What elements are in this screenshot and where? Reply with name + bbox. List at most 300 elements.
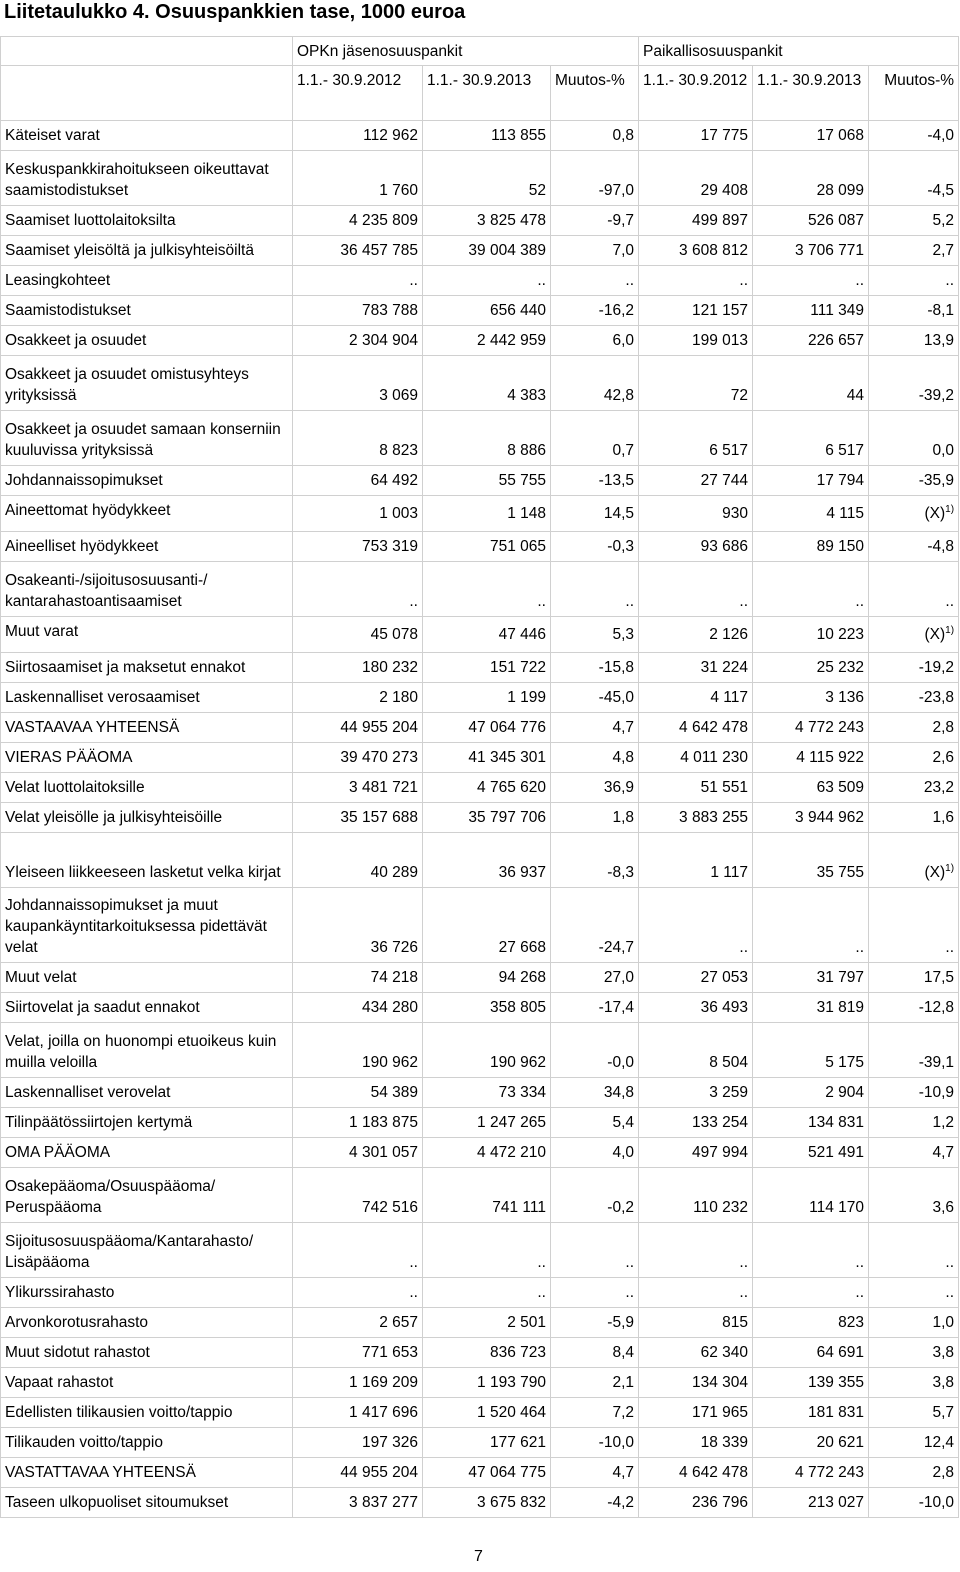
table-cell (293, 803, 423, 833)
table-row (1, 1428, 959, 1458)
cell-value: 74 218 (370, 969, 418, 986)
cell-value: 1 148 (507, 505, 546, 522)
table-cell (551, 963, 639, 993)
table-cell (869, 1108, 959, 1138)
cell-value: 2,1 (612, 1374, 635, 1391)
table-cell (551, 993, 639, 1023)
table-cell (869, 1458, 959, 1488)
table-cell (423, 803, 551, 833)
table-cell (293, 466, 423, 496)
table-cell (423, 1023, 551, 1078)
cell-value: 40 289 (370, 864, 418, 881)
row-label: Saamiset luottolaitoksilta (1, 206, 293, 236)
row-label: Saamiset yleisöltä ja julkisyhteisöiltä (1, 236, 293, 266)
cell-value: 3 883 255 (679, 809, 749, 826)
cell-value: 1,6 (932, 809, 955, 826)
table-cell (753, 1078, 869, 1108)
table-cell (423, 963, 551, 993)
cell-value: 31 819 (816, 999, 865, 1016)
row-label: Osakeanti-/sijoitusosuusanti-/ kantarahastoantisaamiset (1, 562, 293, 617)
cell-value: -10,0 (918, 1494, 955, 1511)
table-cell (551, 496, 639, 532)
table-cell (869, 833, 959, 888)
footnote-marker: 1) (945, 862, 955, 874)
cell-value: 3,8 (932, 1344, 955, 1361)
cell-value: -24,7 (598, 939, 635, 956)
table-cell (551, 617, 639, 653)
table-cell (869, 1428, 959, 1458)
cell-value: 1 193 790 (477, 1374, 546, 1391)
cell-value: .. (625, 1254, 635, 1271)
cell-value: 1,2 (932, 1114, 955, 1131)
table-cell (423, 1398, 551, 1428)
table-cell (869, 562, 959, 617)
table-row (1, 773, 959, 803)
table-cell (639, 411, 753, 466)
cell-value: 34,8 (603, 1084, 635, 1101)
table-row (1, 1398, 959, 1428)
cell-value: -17,4 (598, 999, 635, 1016)
table-cell (869, 617, 959, 653)
row-label: Ylikurssirahasto (1, 1278, 293, 1308)
cell-value: -4,8 (927, 538, 955, 555)
table-cell (423, 617, 551, 653)
table-cell (293, 1168, 423, 1223)
table-cell (423, 743, 551, 773)
cell-value: 112 962 (363, 127, 418, 144)
table-cell (753, 1368, 869, 1398)
table-cell (551, 1398, 639, 1428)
table-cell (639, 743, 753, 773)
cell-value: 2 904 (825, 1084, 865, 1101)
row-label: Osakkeet ja osuudet samaan konserniin kuuluvissa yrityksissä (1, 411, 293, 466)
cell-value: 35 157 688 (340, 809, 418, 826)
row-label: Tilinpäätössiirtojen kertymä (1, 1108, 293, 1138)
cell-value: -9,7 (607, 212, 635, 229)
cell-value: 4,7 (612, 719, 635, 736)
cell-value: 31 797 (816, 969, 865, 986)
table-cell (753, 1278, 869, 1308)
table-cell (753, 833, 869, 888)
table-cell (551, 326, 639, 356)
cell-value: 2,7 (932, 242, 955, 259)
row-label: Aineettomat hyödykkeet (1, 496, 293, 532)
row-label: VIERAS PÄÄOMA (1, 743, 293, 773)
cell-value: 39 470 273 (340, 749, 418, 766)
cell-value: .. (537, 272, 546, 289)
cell-value: (X) (924, 626, 946, 643)
table-cell (753, 356, 869, 411)
cell-value: 17 068 (816, 127, 865, 144)
table-row (1, 683, 959, 713)
table-cell (551, 121, 639, 151)
table-cell (753, 532, 869, 562)
cell-value: -4,5 (927, 182, 955, 199)
cell-value: .. (855, 1284, 865, 1301)
table-cell (869, 1368, 959, 1398)
cell-value: .. (945, 272, 955, 289)
cell-value: 2 126 (709, 626, 749, 643)
cell-value: .. (739, 939, 749, 956)
table-cell (423, 1108, 551, 1138)
row-label: Leasingkohteet (1, 266, 293, 296)
table-cell (423, 151, 551, 206)
table-cell (423, 1428, 551, 1458)
table-cell (551, 1458, 639, 1488)
cell-value: 3 706 771 (795, 242, 865, 259)
table-cell (639, 683, 753, 713)
table-cell (639, 1108, 753, 1138)
page-title: Liitetaulukko 4. Osuuspankkien tase, 1000 euroa (4, 1, 466, 23)
table-cell (423, 888, 551, 963)
cell-value: 8 504 (709, 1054, 749, 1071)
table-cell (639, 963, 753, 993)
row-label: Aineelliset hyödykkeet (1, 532, 293, 562)
table-cell (639, 151, 753, 206)
cell-value: 134 304 (691, 1374, 749, 1391)
table-cell (293, 236, 423, 266)
row-label: Siirtosaamiset ja maksetut ennakot (1, 653, 293, 683)
cell-value: -15,8 (598, 659, 635, 676)
cell-value: .. (945, 939, 955, 956)
cell-value: 8 823 (379, 442, 418, 459)
cell-value: 5,2 (932, 212, 955, 229)
cell-value: 44 955 204 (340, 719, 418, 736)
cell-value: 114 170 (809, 1199, 865, 1216)
table-cell (551, 1138, 639, 1168)
cell-value: 741 111 (492, 1199, 546, 1216)
table-cell (639, 833, 753, 888)
table-cell (423, 466, 551, 496)
cell-value: 521 491 (807, 1144, 865, 1161)
cell-value: 25 232 (816, 659, 865, 676)
table-cell (753, 466, 869, 496)
cell-value: 93 686 (700, 538, 749, 555)
table-cell (293, 206, 423, 236)
cell-value: 52 (528, 182, 546, 199)
table-cell (869, 121, 959, 151)
cell-value: 181 831 (807, 1404, 865, 1421)
cell-value: 180 232 (361, 659, 418, 676)
table-cell (423, 121, 551, 151)
cell-value: 823 (838, 1314, 865, 1331)
cell-value: 3,6 (932, 1199, 955, 1216)
table-cell (869, 1023, 959, 1078)
cell-value: 497 994 (691, 1144, 749, 1161)
cell-value: 10 223 (816, 626, 865, 643)
cell-value: 36 937 (498, 864, 546, 881)
table-cell (551, 411, 639, 466)
cell-value: 1 003 (379, 505, 418, 522)
cell-value: 1 117 (710, 864, 749, 881)
row-label: VASTAAVAA YHTEENSÄ (1, 713, 293, 743)
table-cell (753, 1223, 869, 1278)
table-cell (551, 266, 639, 296)
row-label: Osakkeet ja osuudet (1, 326, 293, 356)
table-row (1, 993, 959, 1023)
table-cell (869, 993, 959, 1023)
row-label: Muut sidotut rahastot (1, 1338, 293, 1368)
row-label: Edellisten tilikausien voitto/tappio (1, 1398, 293, 1428)
cell-value: 14,5 (603, 505, 635, 522)
cell-value: 656 440 (489, 302, 546, 319)
table-cell (753, 1023, 869, 1078)
cell-value: 4 642 478 (679, 719, 749, 736)
cell-value: 4 642 478 (679, 1464, 749, 1481)
table-cell (639, 1308, 753, 1338)
table-cell (551, 1488, 639, 1518)
table-cell (639, 1023, 753, 1078)
cell-value: 6,0 (612, 332, 635, 349)
cell-value: 17 794 (816, 472, 865, 489)
table-row (1, 562, 959, 617)
cell-value: 4 115 922 (796, 749, 865, 766)
table-cell (639, 562, 753, 617)
table-cell (293, 1458, 423, 1488)
cell-value: 73 334 (498, 1084, 546, 1101)
table-cell (293, 888, 423, 963)
cell-value: 121 157 (691, 302, 749, 319)
table-cell (753, 206, 869, 236)
table-cell (293, 326, 423, 356)
table-cell (869, 466, 959, 496)
cell-value: 31 224 (700, 659, 749, 676)
cell-value: .. (739, 272, 749, 289)
cell-value: .. (855, 272, 865, 289)
cell-value: 1,0 (932, 1314, 955, 1331)
cell-value: 190 962 (489, 1054, 546, 1071)
row-label: Laskennalliset verosaamiset (1, 683, 293, 713)
table-cell (551, 773, 639, 803)
cell-value: 742 516 (361, 1199, 418, 1216)
table-row (1, 411, 959, 466)
row-label: Velat luottolaitoksille (1, 773, 293, 803)
cell-value: 4,7 (932, 1144, 955, 1161)
table-cell (293, 1278, 423, 1308)
table-cell (423, 1458, 551, 1488)
table-row (1, 1338, 959, 1368)
table-cell (551, 1023, 639, 1078)
row-label: Keskuspankkirahoitukseen oikeuttavat saamistodistukset (1, 151, 293, 206)
cell-value: 4,0 (612, 1144, 635, 1161)
table-cell (753, 993, 869, 1023)
cell-value: 47 064 775 (468, 1464, 546, 1481)
cell-value: 815 (722, 1314, 749, 1331)
row-label: Vapaat rahastot (1, 1368, 293, 1398)
table-cell (639, 1428, 753, 1458)
table-cell (423, 1308, 551, 1338)
table-cell (293, 356, 423, 411)
table-cell (293, 963, 423, 993)
table-cell (753, 1168, 869, 1223)
header-group-local: Paikallisosuuspankit (639, 37, 959, 66)
cell-value: 35 797 706 (468, 809, 546, 826)
cell-value: 51 551 (700, 779, 749, 796)
cell-value: 151 722 (489, 659, 546, 676)
table-row (1, 1488, 959, 1518)
header-group-opk: OPKn jäsenosuuspankit (293, 37, 639, 66)
cell-value: 526 087 (807, 212, 865, 229)
table-cell (551, 562, 639, 617)
cell-value: 55 755 (498, 472, 546, 489)
table-cell (551, 1168, 639, 1223)
table-cell (753, 888, 869, 963)
column-header: 1.1.- 30.9.2013 (753, 66, 869, 121)
table-cell (869, 266, 959, 296)
cell-value: 3 259 (709, 1084, 749, 1101)
table-cell (869, 1488, 959, 1518)
cell-value: -97,0 (598, 182, 635, 199)
table-row (1, 1368, 959, 1398)
table-cell (293, 1023, 423, 1078)
row-label: Muut varat (1, 617, 293, 653)
cell-value: -39,1 (918, 1054, 955, 1071)
table-cell (869, 411, 959, 466)
table-cell (423, 1338, 551, 1368)
cell-value: -4,0 (927, 127, 955, 144)
cell-value: .. (945, 1254, 955, 1271)
cell-value: 94 268 (498, 969, 546, 986)
table-cell (423, 411, 551, 466)
table-cell (423, 653, 551, 683)
row-label: Tilikauden voitto/tappio (1, 1428, 293, 1458)
table-cell (639, 1398, 753, 1428)
table-cell (753, 326, 869, 356)
cell-value: -10,9 (918, 1084, 955, 1101)
table-cell (869, 653, 959, 683)
table-row (1, 266, 959, 296)
row-label: VASTATTAVAA YHTEENSÄ (1, 1458, 293, 1488)
table-cell (639, 356, 753, 411)
cell-value: 2 180 (379, 689, 418, 706)
cell-value: 783 788 (361, 302, 418, 319)
table-cell (753, 562, 869, 617)
cell-value: 2 442 959 (477, 332, 546, 349)
cell-value: 7,0 (612, 242, 635, 259)
table-cell (639, 888, 753, 963)
row-label: Taseen ulkopuoliset sitoumukset (1, 1488, 293, 1518)
table-cell (869, 296, 959, 326)
table-cell (869, 206, 959, 236)
cell-value: 8,4 (612, 1344, 635, 1361)
row-label: OMA PÄÄOMA (1, 1138, 293, 1168)
table-cell (293, 496, 423, 532)
table-row (1, 653, 959, 683)
table-row (1, 496, 959, 532)
cell-value: 29 408 (700, 182, 749, 199)
cell-value: 4 011 230 (680, 749, 749, 766)
cell-value: 3 675 832 (477, 1494, 546, 1511)
cell-value: 64 492 (370, 472, 418, 489)
cell-value: .. (409, 593, 418, 610)
table-cell (753, 713, 869, 743)
table-cell (639, 496, 753, 532)
table-cell (293, 121, 423, 151)
cell-value: 111 349 (810, 302, 865, 319)
table-cell (753, 803, 869, 833)
cell-value: 2 657 (379, 1314, 418, 1331)
header-columns-row (1, 66, 959, 121)
table-cell (423, 236, 551, 266)
table-cell (293, 1108, 423, 1138)
row-label: Siirtovelat ja saadut ennakot (1, 993, 293, 1023)
cell-value: 36,9 (603, 779, 635, 796)
cell-value: 12,4 (923, 1434, 955, 1451)
cell-value: 4 383 (507, 387, 546, 404)
table-cell (423, 833, 551, 888)
table-cell (551, 206, 639, 236)
cell-value: 1 199 (507, 689, 546, 706)
cell-value: 4 117 (710, 689, 749, 706)
cell-value: 20 621 (816, 1434, 865, 1451)
table-cell (293, 1138, 423, 1168)
cell-value: 63 509 (816, 779, 865, 796)
table-cell (293, 683, 423, 713)
table-cell (293, 743, 423, 773)
cell-value: 36 457 785 (340, 242, 418, 259)
cell-value: 1 169 209 (349, 1374, 418, 1391)
footnote-marker: 1) (945, 503, 955, 515)
table-cell (869, 803, 959, 833)
table-cell (639, 236, 753, 266)
row-label: Muut velat (1, 963, 293, 993)
table-cell (423, 562, 551, 617)
table-cell (551, 1278, 639, 1308)
table-cell (869, 963, 959, 993)
table-cell (551, 1338, 639, 1368)
table-cell (639, 803, 753, 833)
table-cell (869, 743, 959, 773)
cell-value: -0,3 (607, 538, 635, 555)
table-cell (639, 1138, 753, 1168)
table-cell (639, 1458, 753, 1488)
cell-value: 4,8 (612, 749, 635, 766)
table-cell (753, 1308, 869, 1338)
table-row (1, 296, 959, 326)
cell-value: 3 136 (825, 689, 865, 706)
cell-value: 4 472 210 (477, 1144, 546, 1161)
table-row (1, 743, 959, 773)
table-cell (639, 466, 753, 496)
cell-value: 226 657 (807, 332, 865, 349)
table-cell (639, 326, 753, 356)
table-row (1, 356, 959, 411)
table-cell (551, 1308, 639, 1338)
row-label: Saamistodistukset (1, 296, 293, 326)
table-cell (293, 1338, 423, 1368)
table-cell (423, 266, 551, 296)
table-cell (551, 466, 639, 496)
cell-value: 171 965 (691, 1404, 749, 1421)
row-label: Yleiseen liikkeeseen lasketut velka kirjat (1, 833, 293, 888)
table-cell (639, 993, 753, 1023)
table-cell (423, 993, 551, 1023)
cell-value: .. (855, 1254, 865, 1271)
table-cell (753, 1338, 869, 1368)
cell-value: -4,2 (607, 1494, 635, 1511)
cell-value: 2 501 (507, 1314, 546, 1331)
table-cell (423, 1168, 551, 1223)
table-cell (753, 617, 869, 653)
table-cell (639, 1168, 753, 1223)
cell-value: .. (945, 1284, 955, 1301)
table-cell (753, 411, 869, 466)
table-cell (551, 236, 639, 266)
table-cell (423, 532, 551, 562)
row-label: Sijoitusosuuspääoma/Kantarahasto/ Lisäpääoma (1, 1223, 293, 1278)
table-cell (639, 653, 753, 683)
cell-value: 133 254 (691, 1114, 749, 1131)
